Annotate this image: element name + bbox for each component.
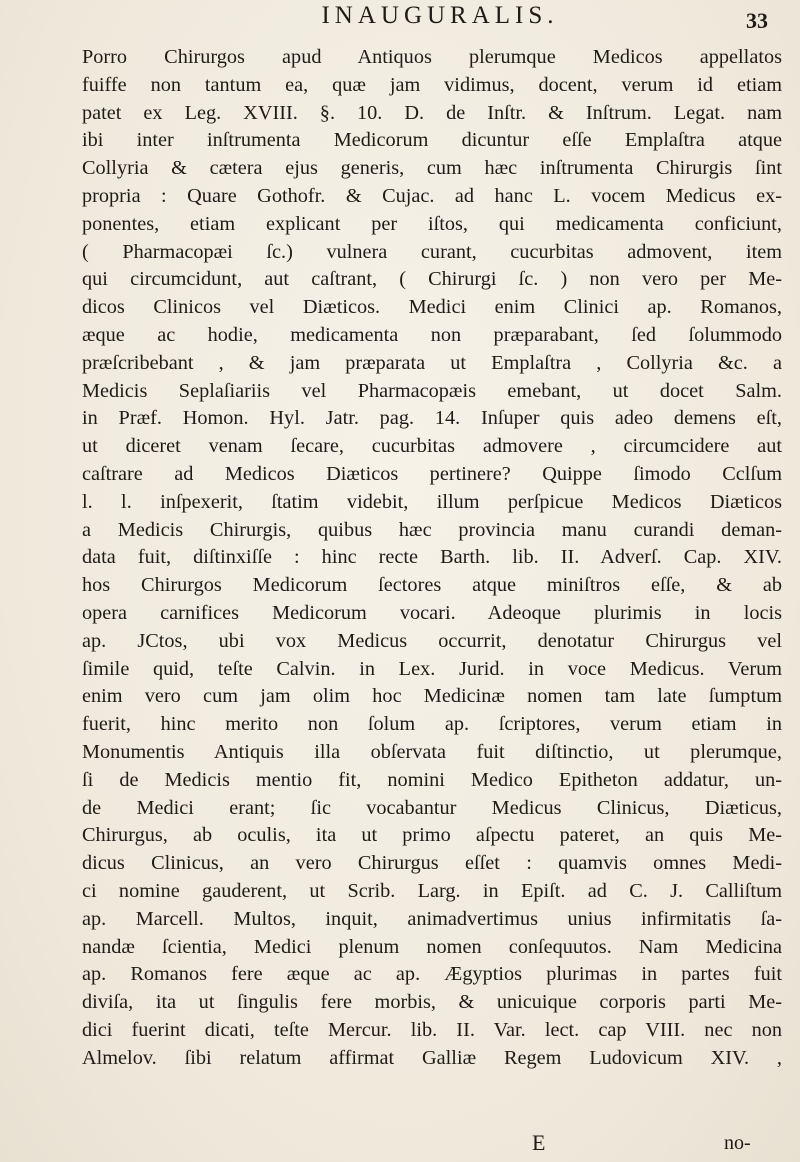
text-line: ſi de Medicis mentio fit, nomini Medico Epitheton addatur, un-	[82, 768, 782, 791]
text-line: ut diceret venam ſecare, cucurbitas admovere , circumcidere aut	[82, 435, 782, 458]
text-line: l. l. inſpexerit, ſtatim videbit, illum perſpicue Medicos Diæticos	[82, 490, 782, 513]
text-line: præſcribebant , & jam præparata ut Emplaſtra , Collyria &c. a	[82, 351, 782, 374]
page-number: 33	[746, 8, 768, 33]
text-line: hos Chirurgos Medicorum ſectores atque miniſtros eſſe, & ab	[82, 574, 782, 597]
text-line: ( Pharmacopæi ſc.) vulnera curant, cucurbitas admovent, item	[82, 240, 782, 263]
text-line: diviſa, ita ut ſingulis fere morbis, & unicuique corporis parti Me-	[82, 991, 782, 1014]
text-line: propria : Quare Gothofr. & Cujac. ad hanc L. vocem Medicus ex-	[82, 184, 782, 207]
text-line: Monumentis Antiquis illa obſervata fuit diſtinctio, ut plerumque,	[82, 740, 782, 763]
text-line: ap. Romanos fere æque ac ap. Ægyptios plurimas in partes fuit	[82, 963, 782, 986]
text-line: caſtrare ad Medicos Diæticos pertinere? Quippe ſimodo Cclſum	[82, 462, 782, 485]
text-line: de Medici erant; ſic vocabantur Medicus Clinicus, Diæticus,	[82, 796, 782, 819]
catchword: no-	[724, 1132, 751, 1154]
text-line: æque ac hodie, medicamenta non præparabant, ſed ſolummodo	[82, 323, 782, 346]
text-line: Collyria & cætera ejus generis, cum hæc inſtrumenta Chirurgis ſint	[82, 157, 782, 180]
running-head: INAUGURALIS.	[321, 2, 559, 29]
text-line: ponentes, etiam explicant per iſtos, qui medicamenta conficiunt,	[82, 212, 782, 235]
text-line: enim vero cum jam olim hoc Medicinæ nomen tam late ſumptum	[82, 685, 782, 708]
text-line: qui circumcidunt, aut caſtrant, ( Chirurgi ſc. ) non vero per Me-	[82, 268, 782, 291]
text-line: fuerit, hinc merito non ſolum ap. ſcriptores, verum etiam in	[82, 713, 782, 736]
text-line: Almelov. ſibi relatum affirmat Galliæ Regem Ludovicum XIV. ,	[82, 1046, 782, 1069]
text-line: ci nomine gauderent, ut Scrib. Larg. in Epiſt. ad C. J. Calliſtum	[82, 879, 782, 902]
text-line: Medicis Seplaſiariis vel Pharmacopæis emebant, ut docet Salm.	[82, 379, 782, 402]
text-line: dici fuerint dicati, teſte Mercur. lib. II. Var. lect. cap VIII. nec non	[82, 1018, 782, 1041]
body-text	[82, 44, 782, 1072]
text-line: dicus Clinicus, an vero Chirurgus eſſet : quamvis omnes Medi-	[82, 852, 782, 875]
text-line: Porro Chirurgos apud Antiquos plerumque Medicos appellatos	[82, 46, 782, 68]
text-line: Chirurgus, ab oculis, ita ut primo aſpectu pateret, an quis Me-	[82, 824, 782, 847]
text-line: dicos Clinicos vel Diæticos. Medici enim Clinici ap. Romanos,	[82, 296, 782, 319]
text-line: ſimile quid, teſte Calvin. in Lex. Jurid. in voce Medicus. Verum	[82, 657, 782, 680]
text-line: ap. JCtos, ubi vox Medicus occurrit, denotatur Chirurgus vel	[82, 629, 782, 652]
text-line: data fuit, diſtinxiſſe : hinc recte Barth. lib. II. Adverſ. Cap. XIV.	[82, 546, 782, 569]
text-line: a Medicis Chirurgis, quibus hæc provincia manu curandi deman-	[82, 518, 782, 541]
text-line: ap. Marcell. Multos, inquit, animadvertimus unius infirmitatis ſa-	[82, 907, 782, 930]
text-line: opera carnifices Medicorum vocari. Adeoque plurimis in locis	[82, 601, 782, 624]
signature-mark: E	[532, 1130, 546, 1155]
text-line: fuiffe non tantum ea, quæ jam vidimus, docent, verum id etiam	[82, 73, 782, 96]
text-line: ibi inter inſtrumenta Medicorum dicuntur eſſe Emplaſtra atque	[82, 129, 782, 152]
text-line: in Præf. Homon. Hyl. Jatr. pag. 14. Inſuper quis adeo demens eſt,	[82, 407, 782, 430]
text-line: patet ex Leg. XVIII. §. 10. D. de Inſtr. & Inſtrum. Legat. nam	[82, 101, 782, 124]
text-line: nandæ ſcientia, Medici plenum nomen conſequutos. Nam Medicina	[82, 935, 782, 958]
